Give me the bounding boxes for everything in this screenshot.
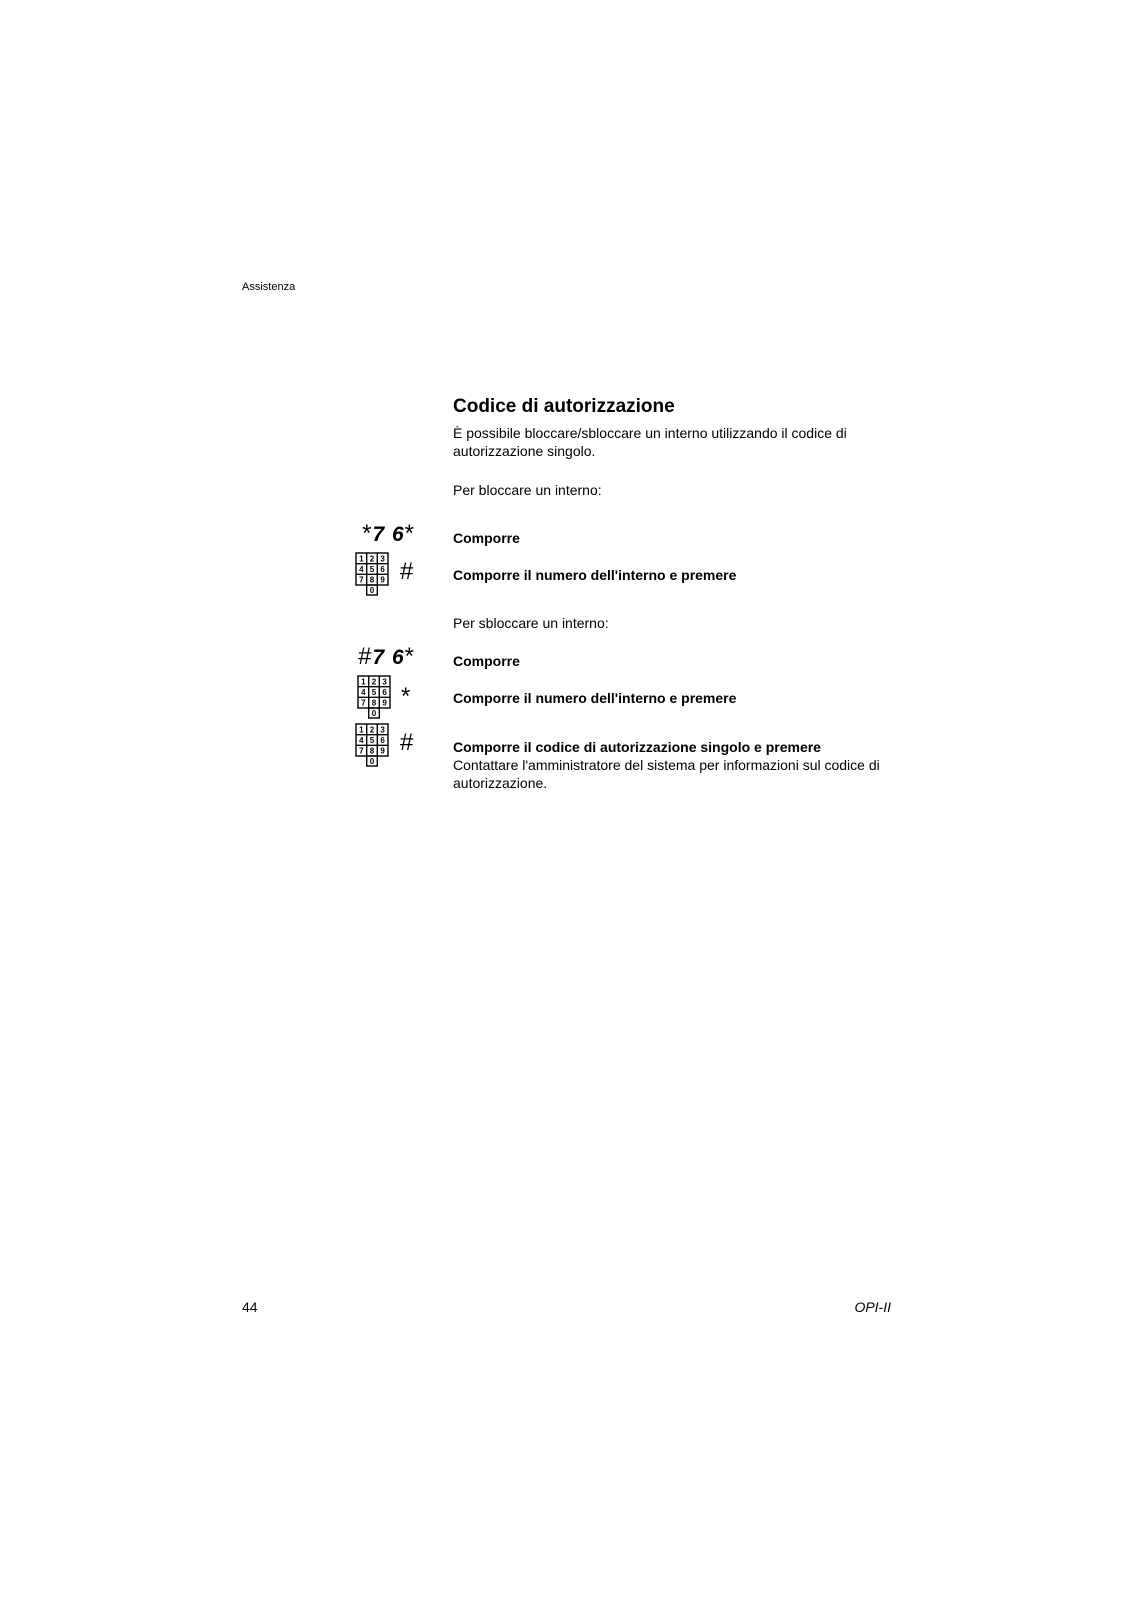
svg-text:3: 3 (380, 554, 385, 564)
svg-text:0: 0 (371, 709, 377, 718)
svg-text:9: 9 (380, 575, 385, 585)
svg-text:2: 2 (369, 725, 375, 735)
step-text: Comporre il numero dell'interno e premere (453, 567, 737, 583)
unlock-heading: Per sbloccare un interno: (453, 615, 609, 631)
svg-text:1: 1 (361, 677, 366, 687)
step-text: Comporre il numero dell'interno e premere (453, 690, 737, 706)
svg-text:9: 9 (380, 746, 385, 756)
key-digits: 7 6 (372, 646, 405, 669)
svg-text:5: 5 (371, 688, 377, 697)
page-title: Codice di autorizzazione (453, 396, 675, 417)
star-icon: * (362, 520, 373, 547)
step-text: Comporre (453, 530, 520, 546)
lock-heading: Per bloccare un interno: (453, 482, 602, 498)
svg-text:5: 5 (369, 565, 375, 574)
svg-text:6: 6 (382, 688, 387, 697)
step-text: Comporre (453, 653, 520, 669)
svg-text:0: 0 (369, 586, 375, 595)
key-sequence-lock (335, 522, 415, 547)
svg-text:9: 9 (382, 698, 387, 708)
hash-icon: # (400, 729, 414, 756)
product-name: OPI-II (854, 1299, 891, 1315)
key-sequence-unlock (335, 645, 415, 670)
svg-text:6: 6 (380, 736, 385, 745)
svg-text:0: 0 (369, 757, 375, 766)
svg-text:3: 3 (380, 725, 385, 735)
svg-text:4: 4 (361, 688, 366, 697)
hash-icon: # (358, 643, 373, 670)
page-number: 44 (242, 1299, 258, 1315)
star-icon: * (404, 643, 415, 670)
star-icon: * (401, 683, 411, 710)
keypad-icon (355, 723, 389, 767)
svg-text:8: 8 (371, 698, 377, 708)
keypad-icon (355, 552, 389, 596)
svg-text:6: 6 (380, 565, 385, 574)
svg-text:7: 7 (359, 575, 364, 585)
svg-text:2: 2 (371, 677, 377, 687)
svg-text:1: 1 (359, 725, 364, 735)
svg-text:5: 5 (369, 736, 375, 745)
svg-text:3: 3 (382, 677, 387, 687)
svg-text:8: 8 (369, 746, 375, 756)
svg-text:7: 7 (361, 698, 366, 708)
step-note: Contattare l'amministratore del sistema per informazioni sul codice di autorizzazione. (453, 757, 880, 791)
star-icon: * (404, 520, 415, 547)
svg-text:7: 7 (359, 746, 364, 756)
hash-icon: # (400, 558, 414, 585)
svg-text:2: 2 (369, 554, 375, 564)
step-text: Comporre il codice di autorizzazione singolo e premere (453, 739, 821, 755)
keypad-icon (357, 675, 391, 719)
key-digits: 7 6 (372, 523, 405, 546)
svg-text:8: 8 (369, 575, 375, 585)
section-label: Assistenza (242, 281, 296, 293)
intro-text: È possibile bloccare/sbloccare un interno utilizzando il codice di autorizzazione singolo. (453, 425, 847, 459)
svg-text:4: 4 (359, 565, 364, 574)
svg-text:4: 4 (359, 736, 364, 745)
svg-text:1: 1 (359, 554, 364, 564)
